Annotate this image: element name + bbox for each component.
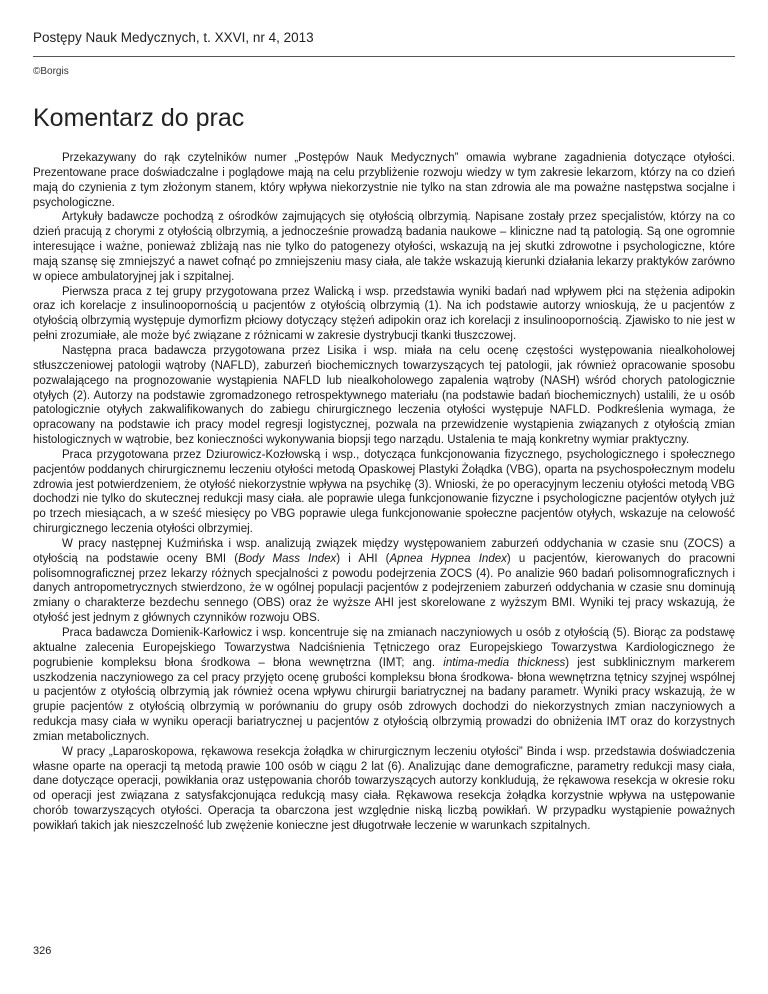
body-paragraph (33, 626, 735, 745)
body-paragraph (33, 745, 735, 834)
header-divider (33, 56, 735, 57)
body-paragraph (33, 448, 735, 537)
body-paragraph (33, 344, 735, 448)
italic-term: Apnea Hypnea Index (389, 552, 507, 565)
paragraph-text: ) u pacjentów, kierowanych do pracowni polisomnograficznej przez lekarzy różnych specjalności z powodu podejrzenia ZOCS (4). Po analizie 960 badań polisomnograficznych i danych antropometrycznych stwierdzono, że w ogólnej populacji pacjentów z podejrzeniem zaburzeń oddychania w czasie snu dominują zmiany o charakterze bezdechu sennego (OBS) oraz że wyższe AHI jest skorelowane z wyższym BMI. Wyniki tej pracy wskazują, że otyłość jest jednym z głównych czynników rozwoju OBS. (33, 552, 735, 625)
article-title: Komentarz do prac (33, 104, 245, 132)
body-paragraph (33, 285, 735, 344)
paragraph-text: ) jest subklinicznym markerem uszkodzenia naczyniowego za cel pracy przyjęto ocenę grubości kompleksu błona środkowa- błona wewnętrzna tętnicy szyjnej wspólnej u pacjentów z otyłością olbrzymią jak również ocena wpływu chirurgii bariatrycznej na badany parametr. Wyniki pracy wskazują, że w grupie pacjentów z otyłością olbrzymią w porównaniu do grupy osób zdrowych dochodzi do niekorzystnych zmian naczyniowych a redukcja masy ciała w wyniku operacji bariatrycznej u pacjentów z otyłością olbrzymią prowadzi do obniżenia IMT oraz do korzystnych zmian metabolicznych. (33, 656, 735, 743)
body-paragraph (33, 210, 735, 284)
body-paragraph (33, 151, 735, 210)
paragraph-text: ) i AHI ( (336, 552, 390, 565)
article-body (33, 151, 735, 834)
paragraph-text: Następna praca badawcza przygotowana przez Lisika i wsp. miała na celu ocenę częstości występowania niealkoholowej stłuszczeniowej patologii wątroby (NAFLD), zaburzeń biochemicznych towarzyszących tej patologii, jak również opracowanie sposobu pozwalającego na prognozowanie wystąpienia NAFLD lub niealkoholowego zapalenia wątroby (NASH) wśród chorych patologicznie otyłych (2). Autorzy na podstawie zgromadzonego retrospektywnego materiału (na podstawie badań biochemicznych) ustalili, że u osób patologicznie otyłych zakwalifikowanych do zabiegu chirurgicznego leczenia otyłości występuje NAFLD. Podkreślenia wymaga, że opracowany na podstawie ich pracy model regresji logistycznej, pozwala na przewidzenie wystąpienia związanych z otyłością zmian histologicznych w wątrobie, bez konieczności wykonywania biopsji tego narządu. Ustalenia te mają konkretny wymiar praktyczny. (33, 344, 735, 447)
paragraph-text: Praca badawcza Domienik-Karłowicz i wsp. koncentruje się na zmianach naczyniowych u osób z otyłością (5). Biorąc za podstawę aktualne zalecenia Europejskiego Towarzystwa Nadciśnienia Tętniczego oraz Europejskiego Towarzystwa Kardiologicznego że pogrubienie kompleksu błona środkowa – błona wewnętrzna (IMT; ang. (33, 627, 735, 669)
italic-term: intima-media thickness (443, 656, 566, 669)
page-number: 326 (33, 945, 52, 957)
journal-header: Postępy Nauk Medycznych, t. XXVI, nr 4, 2013 (33, 30, 314, 45)
paragraph-text: W pracy następnej Kuźmińska i wsp. analizują związek między występowaniem zaburzeń oddychania w czasie snu (ZOCS) a otyłością na podstawie oceny BMI ( (33, 537, 735, 565)
paragraph-text: Pierwsza praca z tej grupy przygotowana przez Walicką i wsp. przedstawia wyniki badań nad wpływem płci na stężenia adipokin oraz ich korelacje z insulinoopornością u pacjentów z otyłością olbrzymią (1). Na ich podstawie autorzy wnioskują, że u pacjentów z otyłością olbrzymią występuje dymorfizm płciowy dotyczący stężeń adipokin oraz ich korelacji z insulinoopornością. Zjawisko to nie jest w pełni zrozumiałe, ale może być związane z różnicami w zakresie dystrybucji tkanki tłuszczowej. (33, 285, 735, 343)
body-paragraph (33, 537, 735, 626)
paragraph-text: Praca przygotowana przez Dziurowicz-Kozłowską i wsp., dotycząca funkcjonowania fizycznego, psychologicznego i społecznego pacjentów poddanych chirurgicznemu leczeniu otyłości metodą Opaskowej Plastyki Żołądka (VBG), oparta na psychospołecznym modelu zdrowia jest potwierdzeniem, że otyłość niekorzystnie wpływa na psychikę (3). Wnioski, że po operacyjnym leczeniu otyłości metodą VBG dochodzi nie tylko do skutecznej redukcji masy ciała. ale poprawie ulega funkcjonowanie fizyczne i psychologiczne pacjentów otyłych już po trzech miesiącach, a w sześć miesięcy po VBG poprawie ulega funkcjonowanie społeczne pacjentów otyłych, wskazuje na celowość chirurgicznego leczenia otyłości olbrzymiej. (33, 448, 735, 536)
paragraph-text: Artykuły badawcze pochodzą z ośrodków zajmujących się otyłością olbrzymią. Napisane zostały przez specjalistów, którzy na co dzień pracują z chorymi z otyłością olbrzymią, a jednocześnie prowadzą badania naukowe – kliniczne nad tą patologią. Są one ogromnie interesujące i ważne, ponieważ zbliżają nas nie tylko do patogenezy otyłości, wskazują na jej skutki zdrowotne i psychologiczne, które mają szansę się zmniejszyć a nawet cofnąć po zmniejszeniu masy ciała, ale także wskazują kierunki działania lekarzy praktyków zarówno w opiece ambulatoryjnej jak i szpitalnej. (33, 211, 735, 283)
paragraph-text: Przekazywany do rąk czytelników numer „Postępów Nauk Medycznych” omawia wybrane zagadnienia dotyczące otyłości. Prezentowane prace doświadczalne i poglądowe mają na celu przybliżenie rozwoju wiedzy w tym zakresie lekarzom, którzy na co dzień mają do czynienia z tym złożonym stanem, który wpływa niekorzystnie nie tylko na stan zdrowia ale ma poważne następstwa socjalne i psychologiczne. (33, 152, 735, 209)
italic-term: Body Mass Index (238, 552, 337, 565)
publisher-label: ©Borgis (33, 66, 69, 77)
paragraph-text: W pracy „Laparoskopowa, rękawowa resekcja żołądka w chirurgicznym leczeniu otyłości” Binda i wsp. przedstawia doświadczenia własne oparte na operacji tą metodą prawie 100 osób w ciągu 2 lat (6). Analizując dane demograficzne, parametry redukcji masy ciała, dane dotyczące operacji, powikłania oraz ustępowania chorób towarzyszących autorzy konkludują, że rękawowa resekcja w okresie roku od operacji jest związana z satysfakcjonująca redukcją masy ciała. Rękawowa resekcja żołądka korzystnie wpływa na ustępowanie chorób towarzyszących otyłości. Operacja ta obarczona jest względnie niską liczbą powikłań. W przypadku wystąpienie poważnych powikłań takich jak nieszczelność lub zwężenie konieczne jest długotrwałe leczenie w warunkach szpitalnych. (33, 745, 735, 832)
